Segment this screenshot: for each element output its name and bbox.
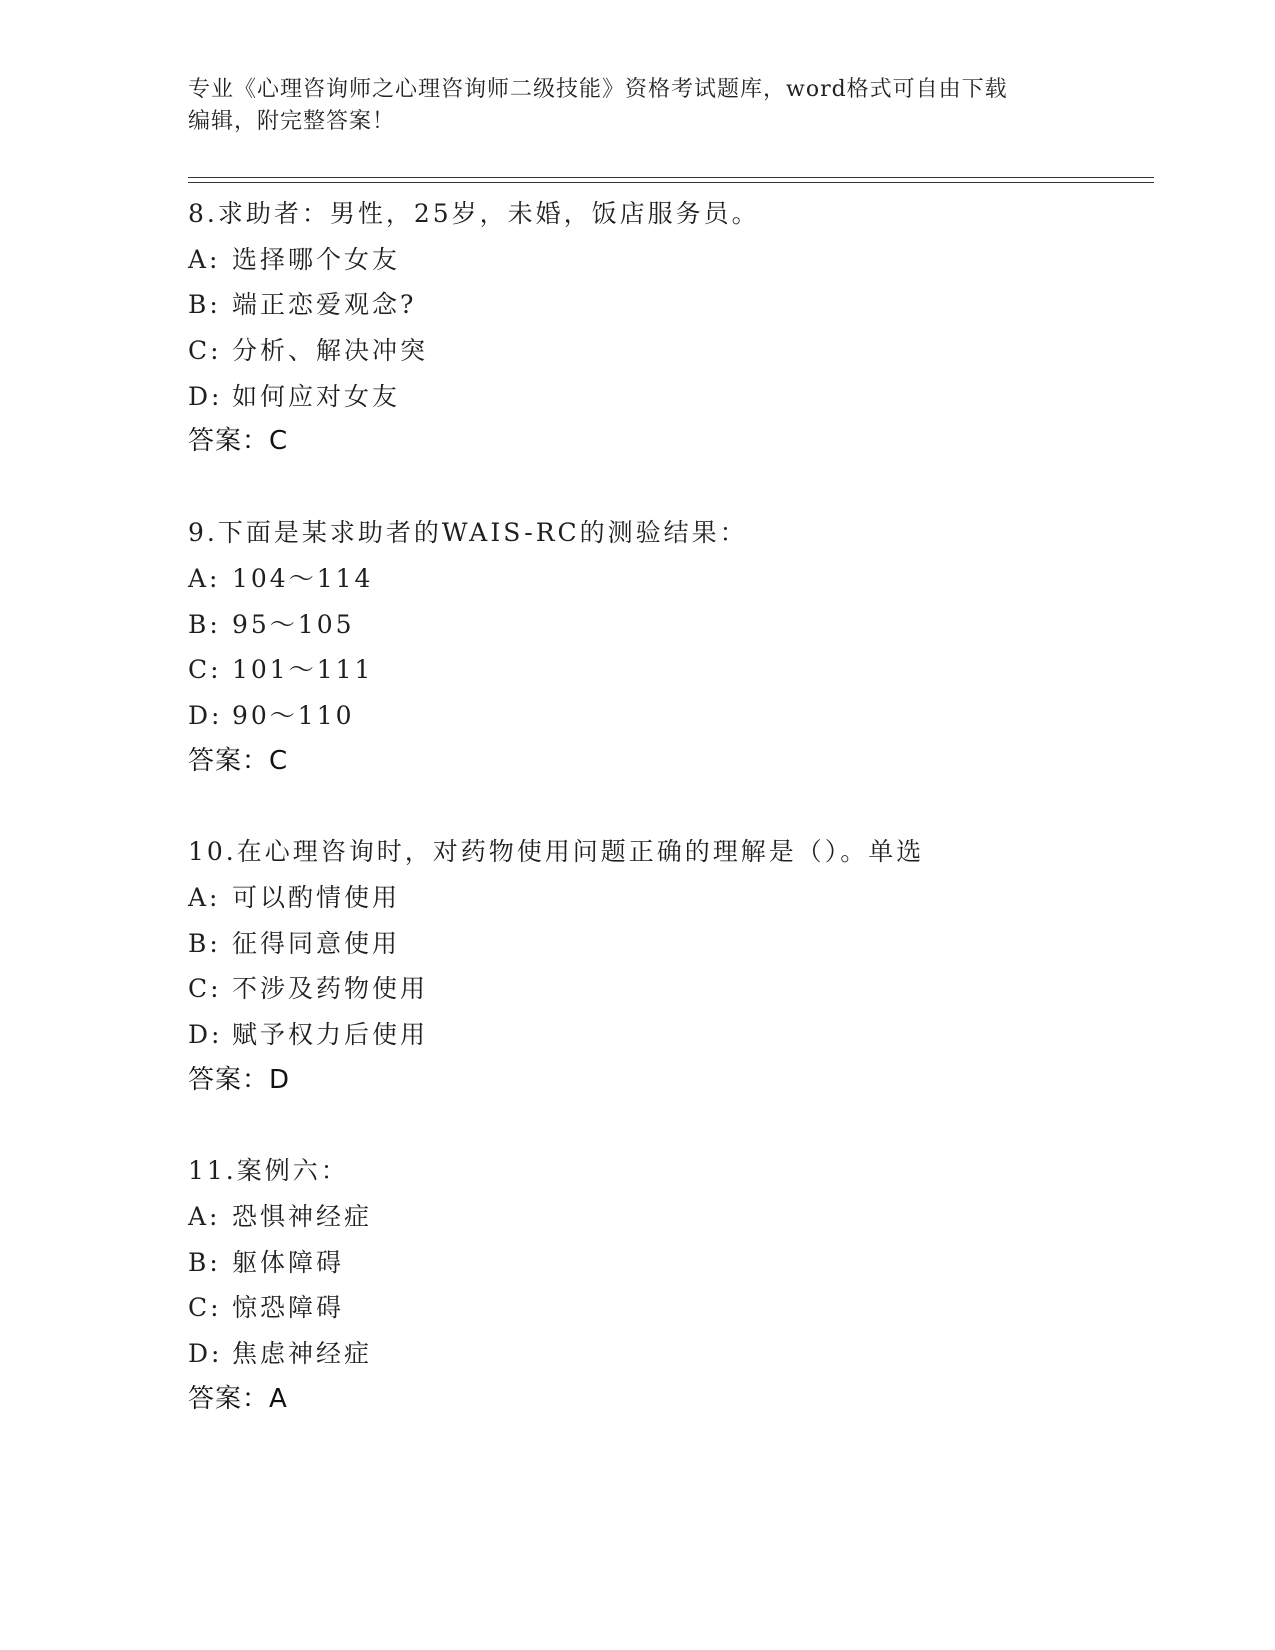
option-text: 恐惧神经症	[232, 1202, 373, 1232]
question-9	[188, 510, 1148, 784]
option-letter: A:	[188, 244, 221, 274]
option-text: 如何应对女友	[232, 381, 401, 411]
option-text: 赋予权力后使用	[232, 1020, 429, 1049]
option-letter: C:	[188, 974, 222, 1004]
option-a	[188, 237, 1148, 283]
header-divider-bottom	[188, 182, 1154, 183]
option-letter: B:	[188, 609, 221, 639]
option-d	[188, 693, 1148, 739]
option-text: 端正恋爱观念?	[232, 290, 417, 320]
option-b	[188, 602, 1148, 648]
option-c	[188, 1285, 1148, 1331]
option-a	[188, 875, 1148, 921]
option-letter: D:	[188, 1339, 223, 1369]
question-10	[188, 829, 1148, 1103]
option-letter: D:	[188, 700, 223, 730]
option-text: 征得同意使用	[232, 928, 401, 958]
option-d	[188, 1012, 1148, 1058]
option-text: 104～114	[232, 563, 374, 593]
option-text: 分析、解决冲突	[232, 336, 429, 366]
question-stem: 8.求助者：男性，25岁，未婚，饭店服务员。	[188, 199, 760, 228]
header-line-2: 编辑，附完整答案！	[188, 109, 396, 134]
option-a	[188, 556, 1148, 602]
option-b	[188, 282, 1148, 328]
question-list	[188, 191, 1148, 1423]
option-text: 90～110	[232, 700, 355, 730]
option-c	[188, 966, 1148, 1012]
option-letter: A:	[188, 563, 221, 593]
answer: 答案：C	[188, 745, 289, 776]
option-d	[188, 1331, 1148, 1377]
question-8	[188, 191, 1148, 465]
option-text: 躯体障碍	[232, 1247, 345, 1277]
option-a	[188, 1194, 1148, 1240]
option-letter: C:	[188, 336, 222, 366]
option-text: 选择哪个女友	[232, 244, 401, 274]
option-letter: B:	[188, 1247, 221, 1277]
question-11	[188, 1148, 1148, 1422]
option-letter: A:	[188, 1202, 221, 1232]
header-line-1: 专业《心理咨询师之心理咨询师二级技能》资格考试题库，word格式可自由下载	[188, 77, 1008, 102]
option-letter: D:	[188, 1020, 223, 1049]
option-c	[188, 647, 1148, 693]
option-text: 惊恐障碍	[232, 1293, 345, 1323]
option-text: 不涉及药物使用	[232, 974, 429, 1004]
option-letter: D:	[188, 381, 223, 411]
header-divider-top	[188, 177, 1154, 178]
option-text: 可以酌情使用	[232, 882, 401, 912]
answer: 答案：C	[188, 426, 289, 457]
option-letter: C:	[188, 655, 222, 685]
question-stem: 9.下面是某求助者的WAIS-RC的测验结果：	[188, 518, 748, 548]
option-b	[188, 921, 1148, 967]
option-text: 101～111	[232, 655, 374, 685]
answer: 答案：A	[188, 1383, 288, 1414]
option-letter: B:	[188, 928, 221, 958]
answer: 答案：D	[188, 1064, 291, 1095]
option-text: 95～105	[232, 609, 355, 639]
option-letter: B:	[188, 290, 221, 320]
option-letter: A:	[188, 882, 221, 912]
question-stem: 11.案例六：	[188, 1156, 349, 1186]
question-stem: 10.在心理咨询时，对药物使用问题正确的理解是（）。单选	[188, 837, 925, 867]
option-b	[188, 1240, 1148, 1286]
option-c	[188, 328, 1148, 374]
option-text: 焦虑神经症	[232, 1339, 373, 1369]
option-letter: C:	[188, 1293, 222, 1323]
option-d	[188, 374, 1148, 420]
document-header	[188, 74, 1068, 138]
